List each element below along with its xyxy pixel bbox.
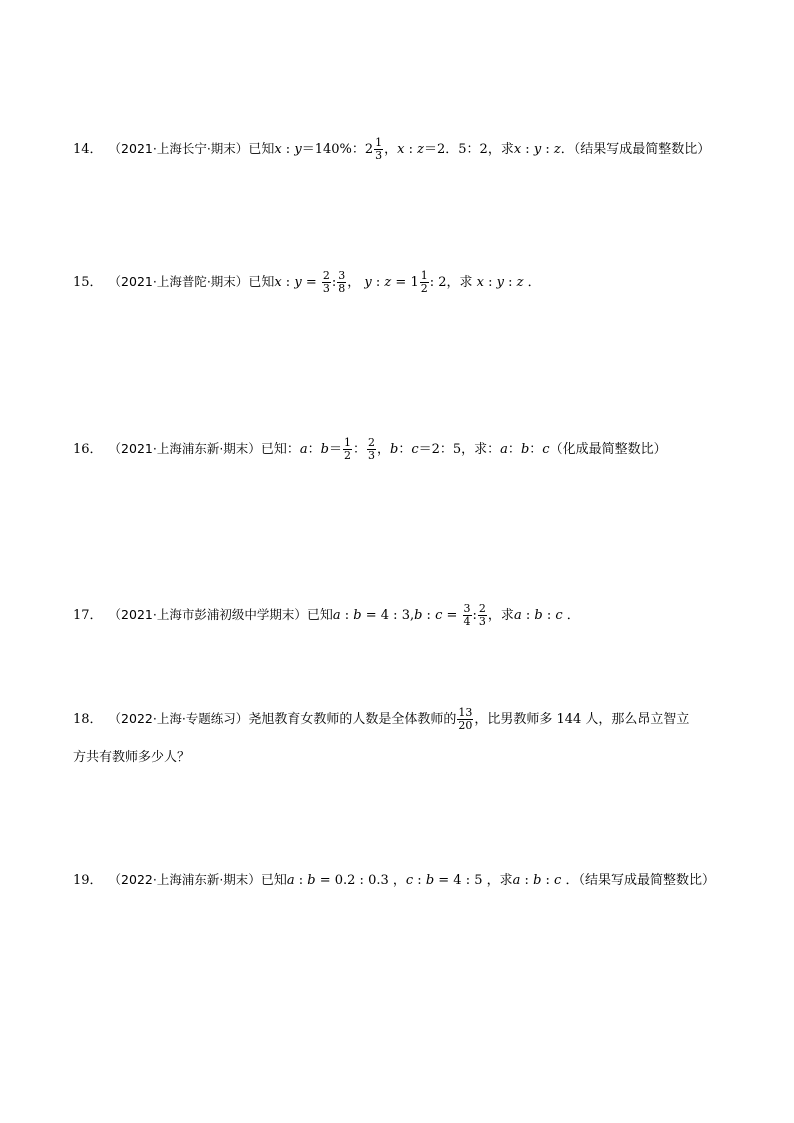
question-text: 已知: [260, 873, 287, 888]
question-source: （2021·上海普陀·期末）: [108, 274, 249, 289]
question-16: 16． （2021·上海浦东新·期末）已知：a：b＝ $\frac{1}{2}$ ： $\frac{2}{3}$ ，b：c＝2：5，求：a：b：c（化成最简整数比）: [73, 436, 667, 462]
question-source: （2022·上海浦东新·期末）: [108, 872, 261, 887]
question-source: （2021·上海市彭浦初级中学期末）: [108, 607, 307, 622]
fraction: $\frac{3}{8}$: [338, 269, 346, 295]
fraction: $\frac{3}{4}$: [463, 602, 471, 628]
fraction: $\frac{1}{2}$: [343, 436, 351, 462]
question-text-line-2: 方共有教师多少人？: [73, 750, 191, 765]
question-number: 18．: [73, 712, 103, 727]
question-text: 尧旭教育女教师的人数是全体教师的: [248, 712, 457, 727]
question-number: 14．: [73, 142, 103, 157]
question-number: 16．: [73, 442, 103, 457]
question-18: 18． （2022·上海·专题练习）尧旭教育女教师的人数是全体教师的 $\frac{13}{20}$ ，比男教师多 144 人，那么昂立智立 方共有教师多少人？: [73, 707, 744, 768]
fraction: $\frac{13}{20}$: [458, 706, 473, 732]
question-number: 17．: [73, 608, 103, 623]
fraction: $\frac{1}{2}$: [420, 269, 428, 295]
question-15: 15． （2021·上海普陀·期末）已知x : y = $\frac{2}{3}$ : $\frac{3}{8}$ ， y : z = 1 $\frac{1}{2}$ : 2，求 x : y : z ．: [73, 269, 541, 295]
question-number: 19．: [73, 873, 103, 888]
question-17: 17． （2021·上海市彭浦初级中学期末）已知a : b = 4 : 3,b : c = $\frac{3}{4}$ : $\frac{2}{3}$ ，求a : b : c ．: [73, 602, 580, 628]
fraction: $\frac{1}{3}$: [375, 136, 383, 162]
question-source: （2021·上海长宁·期末）: [108, 141, 249, 156]
question-source: （2022·上海·专题练习）: [108, 711, 249, 726]
question-source: （2021·上海浦东新·期末）: [108, 441, 261, 456]
fraction: $\frac{2}{3}$: [478, 602, 486, 628]
question-19: 19． （2022·上海浦东新·期末）已知a : b = 0.2 : 0.3 ，c : b = 4 : 5 ，求a : b : c ．（结果写成最简整数比）: [73, 870, 744, 891]
question-text: 已知: [248, 142, 275, 157]
fraction: $\frac{2}{3}$: [322, 269, 330, 295]
question-text: 已知：: [260, 442, 300, 457]
question-14: 14． （2021·上海长宁·期末）已知x : y＝140%：2 $\frac{1}{3}$ ，x : z＝2．5：2，求x : y : z．（结果写成最简整数比）: [73, 136, 711, 162]
question-text: 已知: [306, 608, 333, 623]
question-number: 15．: [73, 275, 103, 290]
question-text: 已知: [248, 275, 275, 290]
fraction: $\frac{2}{3}$: [367, 436, 375, 462]
